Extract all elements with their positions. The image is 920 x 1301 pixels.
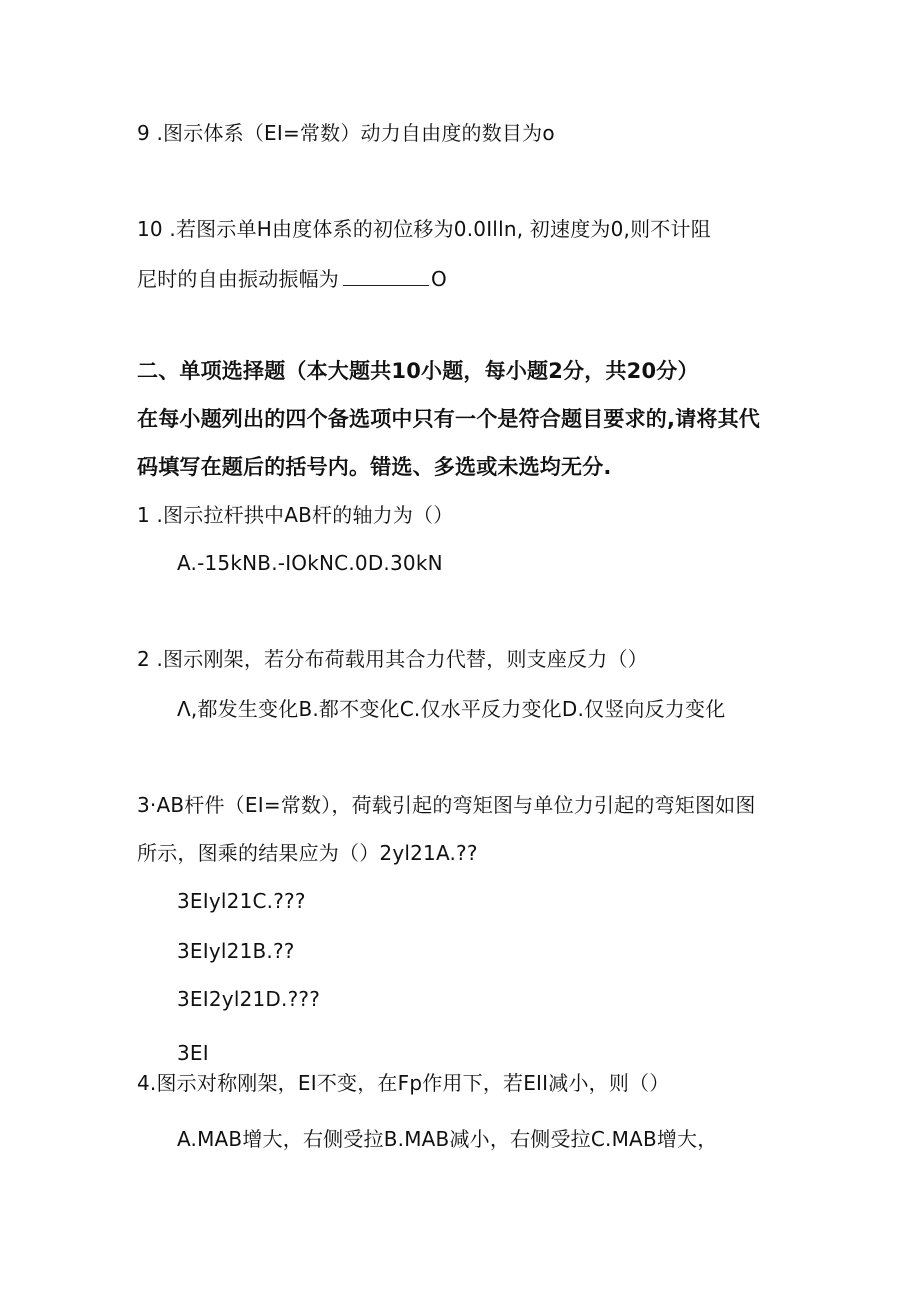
mc-question-3-option-line-1: 3EIyl21C.???	[177, 889, 306, 913]
mc-question-3-stem-line-1: 3·AB杆件（EI=常数），荷载引起的弯矩图与单位力引起的弯矩图如图	[137, 793, 756, 817]
mc-question-1-options: A.-15kNB.-IOkNC.0D.30kN	[177, 551, 443, 575]
mc-question-2-options: Λ,都发生变化B.都不变化C.仅水平反力变化D.仅竖向反力变化	[177, 697, 726, 721]
mc-question-3-option-line-2: 3EIyl21B.??	[177, 939, 295, 963]
section-2-instruction-line-1: 在每小题列出的四个备选项中只有一个是符合题目要求的,请将其代	[137, 407, 760, 431]
section-2-heading: 二、单项选择题（本大题共10小题，每小题2分，共20分）	[137, 359, 699, 383]
mc-question-4-stem: 4.图示对称刚架，EI不变，在Fp作用下，若EII减小，则（）	[137, 1071, 670, 1095]
mc-question-3-option-line-4: 3EI	[177, 1041, 209, 1065]
question-10-line-2	[137, 266, 447, 292]
question-10-line-1: 10 .若图示单H由度体系的初位移为0.0Illn, 初速度为0,则不计阻	[137, 217, 711, 241]
mc-question-4-options: A.MAB增大，右侧受拉B.MAB减小，右侧受拉C.MAB增大，	[177, 1127, 718, 1151]
question-9-text: 9 .图示体系（EI=常数）动力自由度的数目为o	[137, 121, 555, 145]
answer-blank	[343, 267, 429, 286]
section-2-instruction-line-2: 码填写在题后的括号内。错选、多选或未选均无分.	[137, 455, 612, 479]
mc-question-3-stem-line-2: 所示，图乘的结果应为（）2yl21A.??	[137, 841, 478, 865]
mc-question-2-stem: 2 .图示刚架，若分布荷载用其合力代替，则支座反力（）	[137, 647, 648, 671]
question-10-line-2-text: 尼时的自由振动振幅为	[137, 267, 339, 291]
question-10-line-2-tail: O	[431, 267, 447, 291]
mc-question-1-stem: 1 .图示拉杆拱中AB杆的轴力为（）	[137, 503, 454, 527]
mc-question-3-option-line-3: 3EI2yl21D.???	[177, 987, 321, 1011]
